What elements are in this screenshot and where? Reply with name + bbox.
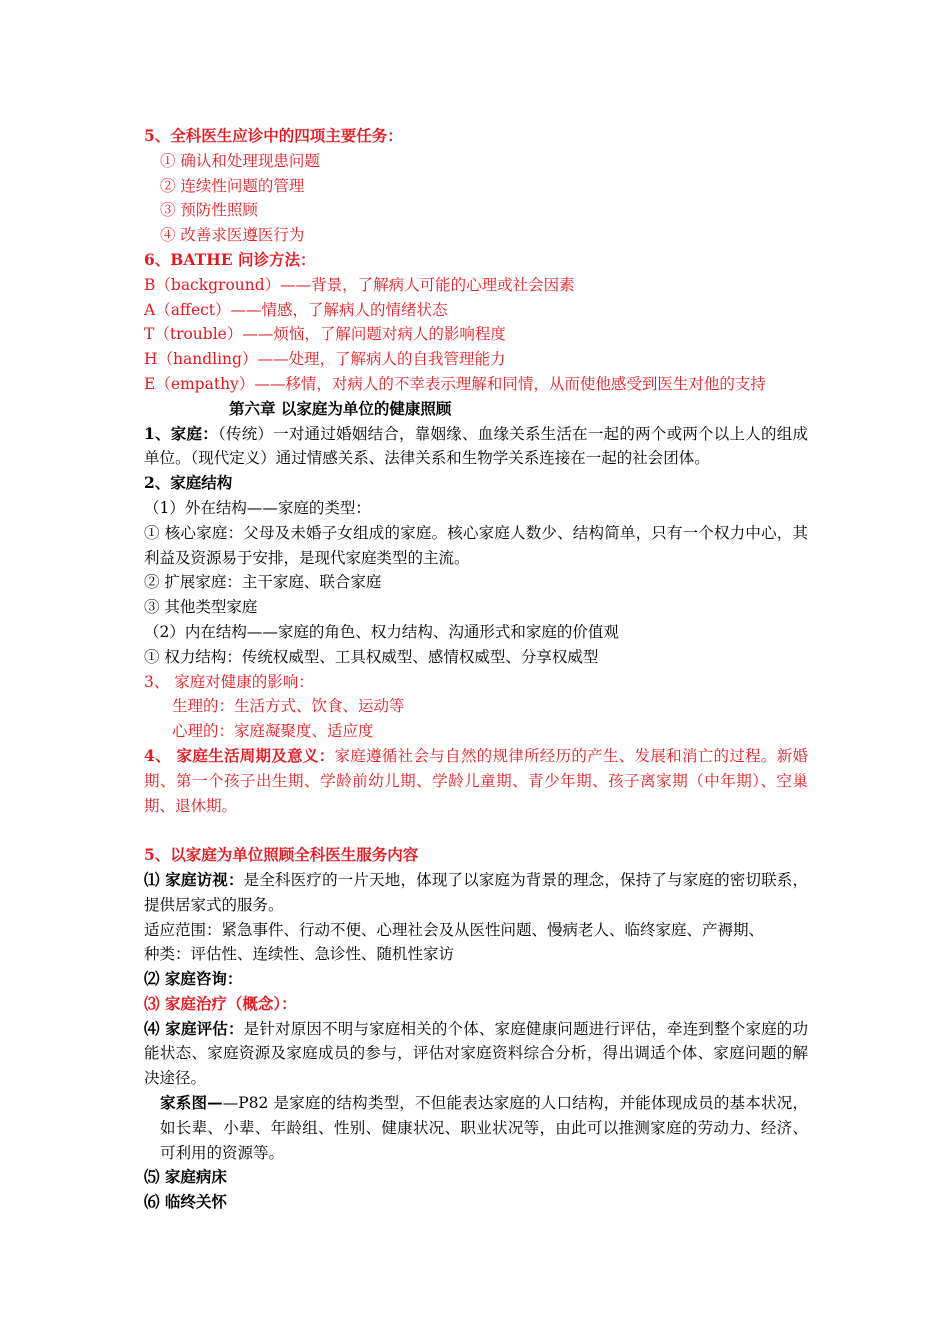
bathe-item: B（background）——背景，了解病人可能的心理或社会因素 (144, 275, 575, 294)
core-family: ① 核心家庭：父母及未婚子女组成的家庭。核心家庭人数少、结构简单，只有一个权力中心，其利益及资源易于安排，是现代家庭类型的主流。 (144, 523, 808, 567)
bathe-item: T（trouble）——烦恼，了解问题对病人的影响程度 (144, 325, 506, 344)
family-assessment-label: ⑷ 家庭评估： (144, 1018, 244, 1038)
home-visit-label: ⑴ 家庭访视： (144, 869, 244, 889)
task-item: ① 确认和处理现患问题 (160, 151, 320, 170)
task-item: ② 连续性问题的管理 (160, 176, 305, 195)
genogram (144, 1091, 808, 1165)
extended-family: ② 扩展家庭：主干家庭、联合家庭 (144, 573, 382, 592)
family-therapy: ⑶ 家庭治疗（概念）： (144, 993, 297, 1013)
inner-structure: （2）内在结构——家庭的角色、权力结构、沟通形式和家庭的价值观 (144, 622, 619, 641)
task-item: ③ 预防性照顾 (160, 201, 258, 220)
genogram-label: 家系图— (160, 1093, 223, 1113)
psychological-impact: 心理的：家庭凝聚度、适应度 (172, 722, 374, 741)
document-body (144, 124, 808, 1215)
bathe-item: A（affect）——情感，了解病人的情绪状态 (144, 300, 448, 319)
power-structure: ① 权力结构：传统权威型、工具权威型、感情权威型、分享权威型 (144, 647, 599, 666)
chapter-title: 第六章 以家庭为单位的健康照顾 (229, 398, 452, 418)
family-definition (144, 422, 808, 472)
task-item: ④ 改善求医遵医行为 (160, 226, 305, 245)
services-title: 5、以家庭为单位照顾全科医生服务内容 (144, 845, 419, 865)
hospice-care: ⑹ 临终关怀 (144, 1192, 227, 1212)
bathe-item: E（empathy）——移情，对病人的不幸表示理解和同情，从而使他感受到医生对他的支持 (144, 374, 766, 393)
bathe-item: H（handling）——处理，了解病人的自我管理能力 (144, 350, 506, 369)
health-impact-title: 3、 家庭对健康的影响： (144, 672, 314, 691)
family-assessment-text: 是针对原因不明与家庭相关的个体、家庭健康问题进行评估，牵连到整个家庭的功能状态、家庭资源及家庭成员的参与，评估对家庭资料综合分析，得出调适个体、家庭问题的解决途径。 (144, 1019, 808, 1088)
section-6-title: 6、BATHE 问诊方法： (144, 249, 316, 269)
family-definition-text: （传统）一对通过婚姻结合，靠姻缘、血缘关系生活在一起的两个或两个以上人的组成单位。（现代定义）通过情感关系、法律关系和生物学关系连接在一起的社会团体。 (144, 424, 808, 468)
family-definition-label: 1、家庭： (144, 423, 218, 443)
spacer (144, 818, 808, 843)
life-cycle-label: 4、 家庭生活周期及意义： (144, 745, 335, 765)
genogram-text: —P82 是家庭的结构类型，不但能表达家庭的人口结构，并能体现成员的基本状况，如长辈、小辈、年龄组、性别、健康状况、职业状况等，由此可以推测家庭的劳动力、经济、可利用的资源等。 (160, 1094, 808, 1162)
visit-types: 种类：评估性、连续性、急诊性、随机性家访 (144, 945, 455, 964)
physiological-impact: 生理的：生活方式、饮食、运动等 (172, 697, 405, 716)
life-cycle-text: 家庭遵循社会与自然的规律所经历的产生、发展和消亡的过程。新婚期、第一个孩子出生期、学龄前幼儿期、学龄儿童期、青少年期、孩子离家期（中年期）、空巢期、退休期。 (144, 746, 808, 815)
other-family: ③ 其他类型家庭 (144, 598, 258, 617)
home-visit-text: 是全科医疗的一片天地，体现了以家庭为背景的理念，保持了与家庭的密切联系，提供居家式的服务。 (144, 870, 808, 914)
family-consultation: ⑵ 家庭咨询： (144, 969, 243, 989)
family-assessment (144, 1017, 808, 1091)
family-structure-title: 2、家庭结构 (144, 473, 233, 493)
section-5-title: 5、全科医生应诊中的四项主要任务： (144, 126, 403, 145)
family-life-cycle (144, 744, 808, 818)
outer-structure: （1）外在结构——家庭的类型： (144, 498, 371, 517)
home-visit (144, 868, 808, 918)
family-sickbed: ⑸ 家庭病床 (144, 1167, 227, 1187)
visit-scope: 适应范围：紧急事件、行动不便、心理社会及从医性问题、慢病老人、临终家庭、产褥期、 (144, 920, 765, 939)
